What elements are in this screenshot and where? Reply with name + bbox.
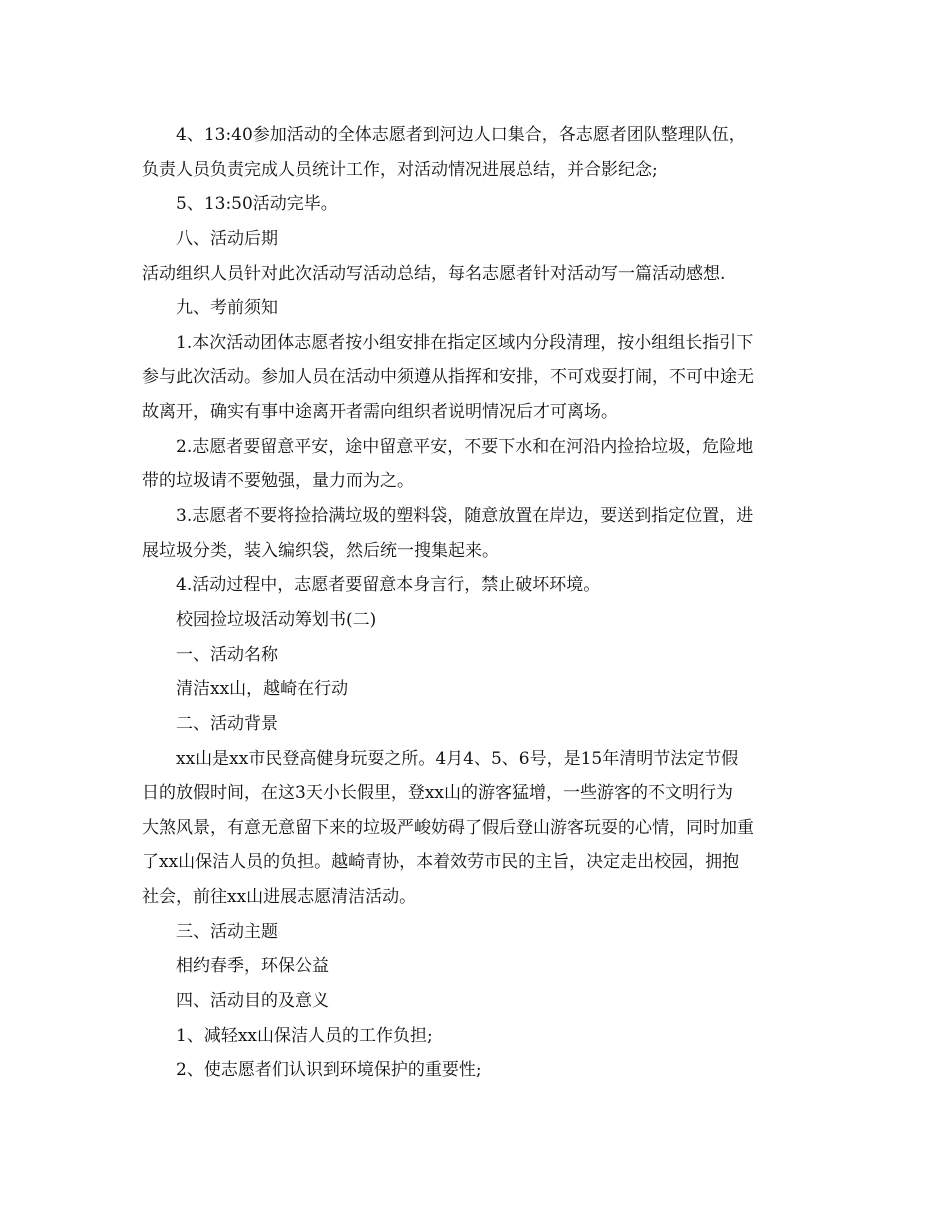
text-line: 5、13:50活动完毕。 bbox=[176, 194, 338, 215]
section-heading: 四、活动目的及意义 bbox=[176, 991, 329, 1012]
section-heading: 九、考前须知 bbox=[176, 298, 278, 319]
text-line: 2.志愿者要留意平安，途中留意平安，不要下水和在河沿内捡拾垃圾，危险地 bbox=[176, 436, 754, 457]
text-line: 故离开，确实有事中途离开者需向组织者说明情况后才可离场。 bbox=[142, 402, 618, 423]
text-line: 带的垃圾请不要勉强，量力而为之。 bbox=[142, 471, 414, 492]
list-item: 1、减轻xx山保洁人员的工作负担; bbox=[176, 1025, 433, 1046]
section-heading: 二、活动背景 bbox=[176, 713, 278, 734]
text-line: 展垃圾分类，装入编织袋，然后统一搜集起来。 bbox=[142, 540, 499, 561]
text-line: 3.志愿者不要将捡拾满垃圾的塑料袋，随意放置在岸边，要送到指定位置，进 bbox=[176, 506, 754, 527]
text-line: 社会，前往xx山进展志愿清洁活动。 bbox=[142, 887, 417, 908]
text-line: 参与此次活动。参加人员在活动中须遵从指挥和安排，不可戏耍打闹，不可中途无 bbox=[142, 367, 754, 388]
text-line: 相约春季，环保公益 bbox=[176, 956, 329, 977]
list-item: 2、使志愿者们认识到环境保护的重要性; bbox=[176, 1060, 482, 1081]
section-heading: 三、活动主题 bbox=[176, 921, 278, 942]
text-line: 4、13:40参加活动的全体志愿者到河边人口集合，各志愿者团队整理队伍， bbox=[176, 125, 746, 145]
text-line: 1.本次活动团体志愿者按小组安排在指定区域内分段清理，按小组组长指引下 bbox=[176, 332, 754, 353]
document-subtitle: 校园捡垃圾活动筹划书(二) bbox=[176, 609, 377, 630]
section-heading: 一、活动名称 bbox=[176, 644, 278, 665]
text-line: 负责人员负责完成人员统计工作，对活动情况进展总结，并合影纪念; bbox=[142, 159, 658, 180]
text-line: 日的放假时间，在这3天小长假里，登xx山的游客猛增，一些游客的不文明行为 bbox=[142, 783, 733, 804]
section-heading: 八、活动后期 bbox=[176, 228, 278, 249]
text-line: 活动组织人员针对此次活动写活动总结，每名志愿者针对活动写一篇活动感想. bbox=[142, 263, 726, 284]
text-line: 清洁xx山，越崎在行动 bbox=[176, 679, 349, 700]
text-line: 大煞风景，有意无意留下来的垃圾严峻妨碍了假后登山游客玩耍的心情，同时加重 bbox=[142, 817, 754, 838]
text-line: 4.活动过程中，志愿者要留意本身言行，禁止破坏环境。 bbox=[176, 575, 601, 596]
text-line: xx山是xx市民登高健身玩耍之所。4月4、5、6号，是15年清明节法定节假 bbox=[176, 748, 739, 769]
document-body bbox=[142, 118, 814, 1088]
text-line: 了xx山保洁人员的负担。越崎青协，本着效劳市民的主旨，决定走出校园，拥抱 bbox=[142, 852, 740, 873]
